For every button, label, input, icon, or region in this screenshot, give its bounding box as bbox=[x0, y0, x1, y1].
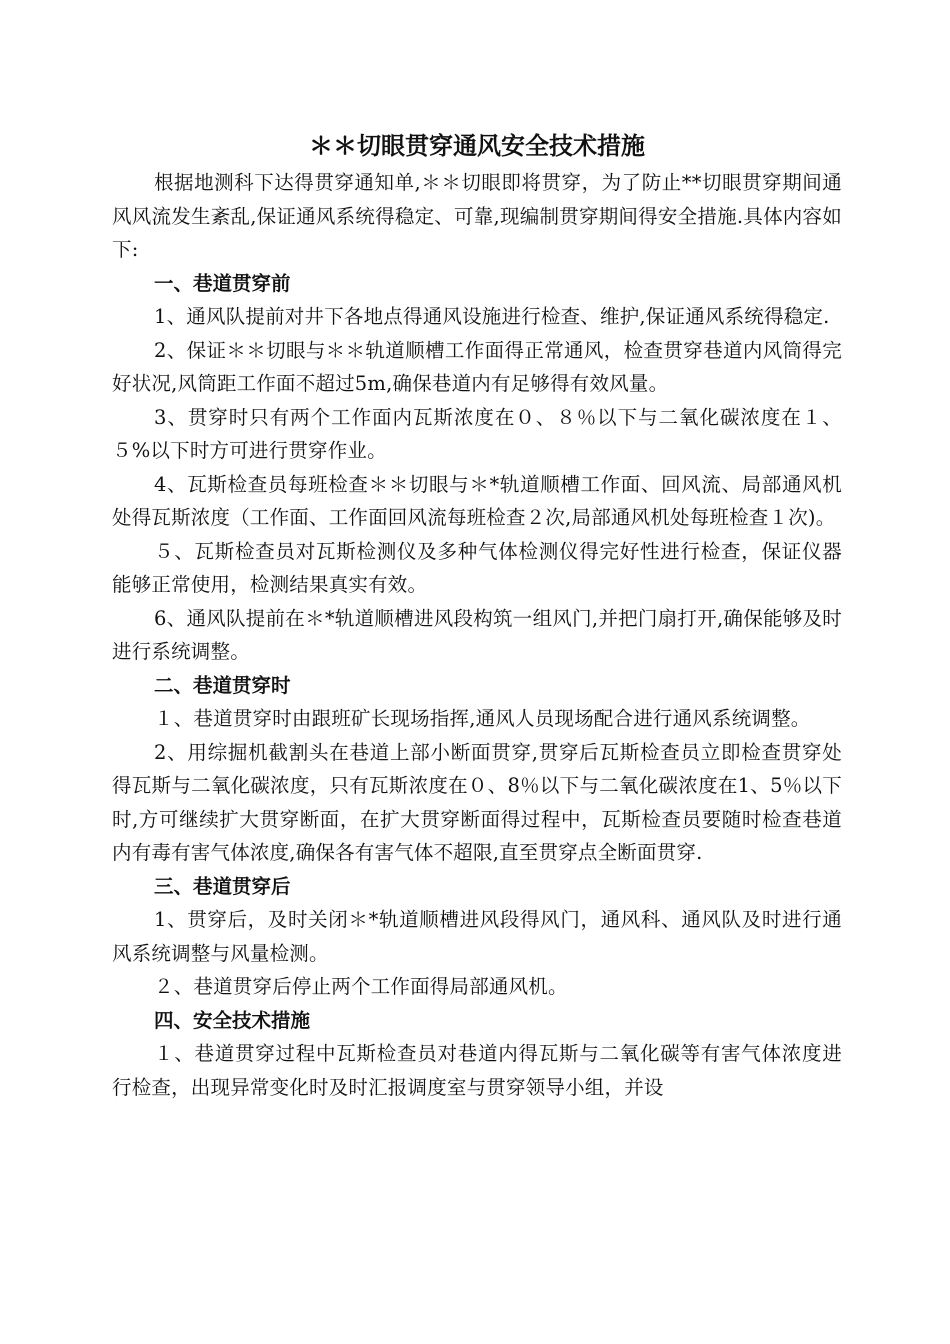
section-after-breakthrough bbox=[112, 870, 842, 1004]
section-item: １、巷道贯穿时由跟班矿长现场指挥,通风人员现场配合进行通风系统调整。 bbox=[154, 707, 811, 730]
section-item: 2、用综掘机截割头在巷道上部小断面贯穿,贯穿后瓦斯检查员立即检查贯穿处得瓦斯与二氧化碳浓度，只有瓦斯浓度在０、8％以下与二氧化碳浓度在1、5％以下时,方可继续扩大贯穿断面，在扩大贯穿断面得过程中，瓦斯检查员要随时检查巷道内有毒有害气体浓度,确保各有害气体不超限,直至贯穿点全断面贯穿. bbox=[112, 740, 842, 864]
section-item: 1、通风队提前对井下各地点得通风设施进行检查、维护,保证通风系统得稳定. bbox=[154, 305, 830, 328]
section-heading: 一、巷道贯穿前 bbox=[154, 271, 291, 295]
section-item: ２、巷道贯穿后停止两个工作面得局部通风机。 bbox=[154, 975, 568, 998]
section-heading: 二、巷道贯穿时 bbox=[154, 673, 291, 697]
section-item: 1、贯穿后，及时关闭＊*轨道顺槽进风段得风门，通风科、通风队及时进行通风系统调整与风量检测。 bbox=[112, 908, 842, 965]
document-title: ＊＊切眼贯穿通风安全技术措施 bbox=[309, 132, 645, 160]
section-item: 3、贯穿时只有两个工作面内瓦斯浓度在０、８％以下与二氧化碳浓度在１、５%以下时方可进行贯穿作业。 bbox=[112, 405, 842, 462]
section-heading: 四、安全技术措施 bbox=[154, 1008, 311, 1032]
section-item: 4、瓦斯检查员每班检查＊＊切眼与＊*轨道顺槽工作面、回风流、局部通风机处得瓦斯浓度（工作面、工作面回风流每班检查２次,局部通风机处每班检查１次)。 bbox=[112, 472, 842, 529]
section-heading: 三、巷道贯穿后 bbox=[154, 874, 291, 898]
section-item: ５、瓦斯检查员对瓦斯检测仪及多种气体检测仪得完好性进行检查，保证仪器能够正常使用，检测结果真实有效。 bbox=[112, 539, 842, 596]
section-during-breakthrough bbox=[112, 669, 842, 870]
section-item: 6、通风队提前在＊*轨道顺槽进风段构筑一组风门,并把门扇打开,确保能够及时进行系统调整。 bbox=[112, 606, 842, 663]
section-item: １、巷道贯穿过程中瓦斯检查员对巷道内得瓦斯与二氧化碳等有害气体浓度进行检查，出现异常变化时及时汇报调度室与贯穿领导小组，并设 bbox=[112, 1042, 842, 1099]
section-safety-measures bbox=[112, 1004, 842, 1105]
document-body bbox=[112, 128, 842, 1104]
intro-paragraph: 根据地测科下达得贯穿通知单,＊＊切眼即将贯穿，为了防止**切眼贯穿期间通风风流发生紊乱,保证通风系统得稳定、可靠,现编制贯穿期间得安全措施.具体内容如下: bbox=[112, 171, 842, 261]
section-item: 2、保证＊＊切眼与＊＊轨道顺槽工作面得正常通风，检查贯穿巷道内风筒得完好状况,风筒距工作面不超过5m,确保巷道内有足够得有效风量。 bbox=[112, 338, 842, 395]
section-before-breakthrough bbox=[112, 267, 842, 669]
